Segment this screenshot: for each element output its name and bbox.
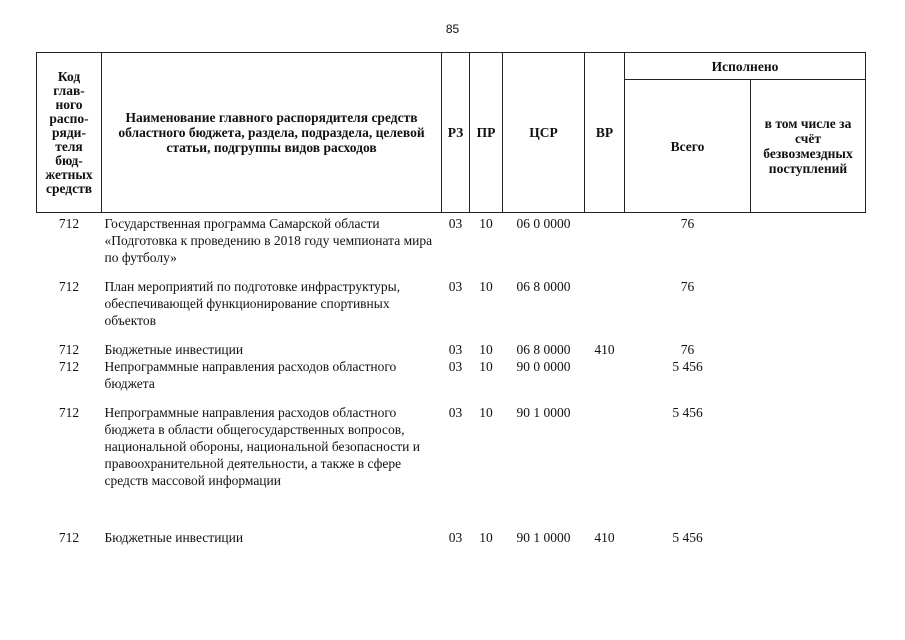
- cell-csr: 90 1 0000: [516, 530, 571, 545]
- cell-name: Государственная программа Самарской области «Подготовка к проведению в 2018 году чемпионата мира по футболу»: [104, 216, 433, 265]
- table-row: [37, 213, 866, 279]
- header-free: в том числе за счёт безвозмездных поступлений: [751, 80, 866, 213]
- cell-vr: [585, 278, 625, 341]
- cell-pr: 10: [479, 279, 493, 294]
- page-number: 85: [445, 22, 460, 36]
- cell-rz: 03: [448, 405, 463, 420]
- cell-pr: 10: [479, 342, 493, 357]
- cell-vr: [585, 404, 625, 529]
- cell-code: 712: [58, 530, 80, 545]
- cell-rz: 03: [448, 359, 463, 374]
- cell-csr: 06 8 0000: [516, 279, 571, 294]
- cell-rz: 03: [448, 216, 463, 231]
- table-row: [37, 404, 866, 529]
- cell-total: 5 456: [672, 359, 703, 374]
- cell-vr: 410: [594, 530, 615, 545]
- cell-name: Бюджетные инвестиции: [104, 342, 244, 357]
- table-body: [37, 213, 866, 547]
- cell-csr: 06 0 0000: [516, 216, 571, 231]
- cell-total: 76: [680, 342, 695, 357]
- cell-code: 712: [58, 216, 80, 231]
- table-row: [37, 278, 866, 341]
- cell-free: [751, 529, 866, 546]
- header-csr: ЦСР: [503, 53, 585, 213]
- header-pr: ПР: [470, 53, 503, 213]
- cell-code: 712: [58, 342, 80, 357]
- cell-free: [751, 341, 866, 358]
- header-name: Наименование главного распорядителя средств областного бюджета, раздела, подраздела, целевой статьи, подгруппы видов расходов: [102, 53, 442, 213]
- cell-name: Бюджетные инвестиции: [104, 530, 244, 545]
- cell-pr: 10: [479, 405, 493, 420]
- cell-code: 712: [58, 359, 80, 374]
- header-code: Код глав- ного распо- ряди- теля бюд- жетных средств: [37, 53, 102, 213]
- cell-rz: 03: [448, 342, 463, 357]
- header-total: Всего: [625, 80, 751, 213]
- cell-pr: 10: [479, 216, 493, 231]
- cell-pr: 10: [479, 359, 493, 374]
- cell-csr: 90 1 0000: [516, 405, 571, 420]
- cell-pr: 10: [479, 530, 493, 545]
- cell-free: [751, 404, 866, 529]
- cell-total: 5 456: [672, 530, 703, 545]
- table-row: [37, 341, 866, 358]
- cell-csr: 06 8 0000: [516, 342, 571, 357]
- header-vr: ВР: [585, 53, 625, 213]
- cell-total: 76: [680, 279, 695, 294]
- cell-free: [751, 278, 866, 341]
- cell-vr: [585, 213, 625, 279]
- cell-rz: 03: [448, 279, 463, 294]
- cell-code: 712: [58, 279, 80, 294]
- table-row: [37, 358, 866, 404]
- header-executed: Исполнено: [625, 53, 866, 80]
- table-header: [37, 53, 866, 213]
- cell-free: [751, 358, 866, 404]
- header-rz: РЗ: [442, 53, 470, 213]
- budget-table: [36, 52, 866, 546]
- cell-total: 5 456: [672, 405, 703, 420]
- cell-name: Непрограммные направления расходов областного бюджета: [104, 359, 397, 391]
- cell-csr: 90 0 0000: [516, 359, 571, 374]
- cell-vr: 410: [594, 342, 615, 357]
- cell-total: 76: [680, 216, 695, 231]
- cell-rz: 03: [448, 530, 463, 545]
- cell-vr: [585, 358, 625, 404]
- cell-name: Непрограммные направления расходов областного бюджета в области общегосударственных вопросов, национальной обороны, национальной безопасности и правоохранительной деятельности, а также в сфере средств массовой информации: [104, 405, 420, 488]
- cell-code: 712: [58, 405, 80, 420]
- table-row: [37, 529, 866, 546]
- cell-name: План мероприятий по подготовке инфраструктуры, обеспечивающей функционирование спортивных объектов: [104, 279, 401, 328]
- cell-free: [751, 213, 866, 279]
